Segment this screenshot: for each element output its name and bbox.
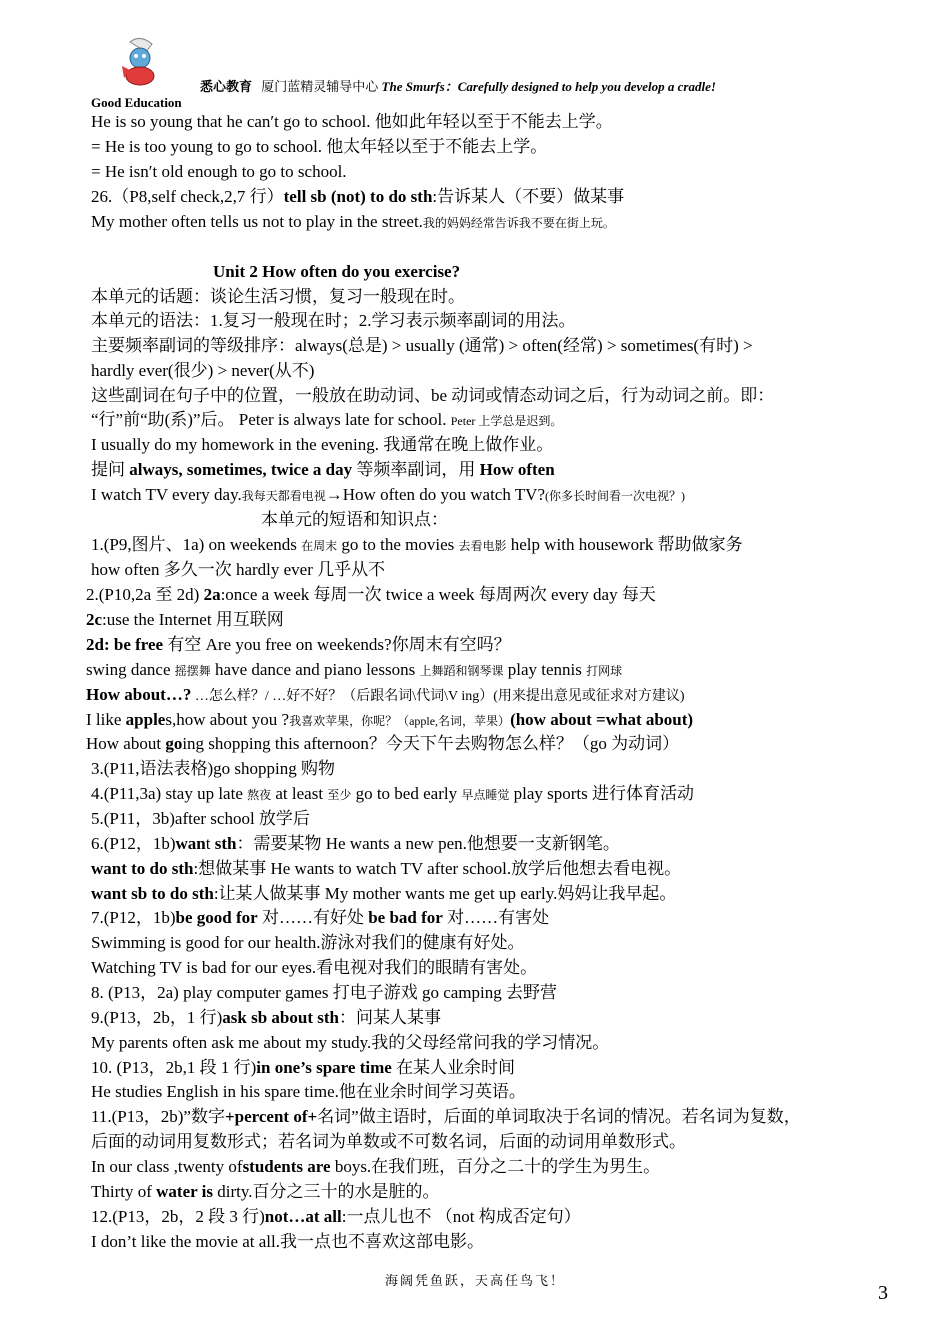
- text-line: [91, 1157, 660, 1177]
- text-line: how often 多久一次 hardly ever 几乎从不: [91, 560, 386, 579]
- text-line: [91, 859, 681, 879]
- text-span: ing shopping this afternoon？今天下午去购物怎么样？（go 为动词）: [182, 734, 680, 753]
- text-span: tell sb (not) to do sth: [283, 187, 433, 206]
- text-line: I usually do my homework in the evening. 我通常在晚上做作业。: [91, 435, 554, 454]
- text-span: 1.(P9,图片、1a) on weekends: [91, 535, 302, 554]
- text-span: play tennis: [503, 660, 587, 679]
- text-line: [91, 884, 676, 904]
- text-line: [91, 410, 562, 431]
- text-line: [91, 908, 549, 928]
- text-span: students are: [242, 1157, 331, 1176]
- text-span: 26.（P8,self check,2,7 行）: [91, 187, 284, 206]
- text-span: …怎么样？/ …好不好？（后跟名词\代词\V ing）(用来提出意见或征求对方建议): [191, 689, 685, 704]
- text-line: [91, 1008, 441, 1028]
- text-line: [91, 784, 694, 805]
- text-span: :想做某事 He wants to watch TV after school.放学后他想去看电视。: [193, 859, 682, 878]
- text-span: want to do sth: [91, 859, 194, 878]
- text-span: I watch TV every day.: [91, 485, 242, 504]
- text-span: ask sb about sth: [222, 1008, 339, 1027]
- text-span: in one’s spare time: [256, 1058, 392, 1077]
- text-line: = He isn′t old enough to go to school.: [91, 162, 347, 181]
- text-span: 名词”做主语时，后面的单词取决于名词的情况。若名词为复数，: [317, 1107, 801, 1126]
- text-span: :一点儿也不 （not 构成否定句）: [341, 1207, 581, 1226]
- text-line: Watching TV is bad for our eyes.看电视对我们的眼睛有害处。: [91, 958, 538, 977]
- smurf-logo-icon: [116, 36, 164, 88]
- text-span: My mother often tells us not to play in the street.: [91, 212, 423, 231]
- text-span: t: [205, 834, 215, 853]
- text-span: 9.(P13，2b，1 行): [91, 1008, 223, 1027]
- text-span: 我的妈妈经常告诉我不要在街上玩。: [422, 216, 615, 230]
- text-line: 后面的动词用复数形式；若名词为单数或不可数名词，后面的动词用单数形式。: [91, 1132, 686, 1151]
- text-line: [86, 685, 685, 707]
- text-line: [91, 1058, 515, 1078]
- text-span: 打网球: [586, 664, 623, 678]
- text-span: dirty.百分之三十的水是脏的。: [212, 1182, 440, 1201]
- text-span: Thirty of: [91, 1182, 157, 1201]
- text-span: ：需要某物 He wants a new pen.他想要一支新钢笔。: [236, 834, 620, 853]
- text-span: 上舞蹈和钢琴课: [419, 664, 504, 678]
- page-header: [200, 76, 716, 95]
- text-line: [91, 1207, 581, 1227]
- text-span: How about…?: [86, 685, 192, 704]
- text-span: help with housework 帮助做家务: [506, 535, 743, 554]
- text-span: How about: [86, 734, 166, 753]
- text-span: 7.(P12，1b): [91, 908, 176, 927]
- text-span: swing dance: [86, 660, 175, 679]
- text-span: water is: [156, 1182, 213, 1201]
- text-span: go: [165, 734, 183, 753]
- text-span: How often: [479, 460, 555, 479]
- text-line: [86, 585, 656, 605]
- text-span: :让某人做某事 My mother wants me get up early.妈妈让我早起。: [213, 884, 677, 903]
- text-span: 2c: [86, 610, 103, 629]
- text-span: 在某人业余时间: [391, 1058, 516, 1077]
- page-number: 3: [878, 1282, 888, 1304]
- text-span: ：问某人某事: [338, 1008, 441, 1027]
- text-line: [91, 1182, 439, 1202]
- text-span: 2d: be free: [86, 635, 164, 654]
- text-span: 早点睡觉: [461, 788, 510, 802]
- text-line: [86, 610, 284, 630]
- text-line: I don’t like the movie at all.我一点也不喜欢这部电影。: [91, 1232, 484, 1251]
- text-span: 2a: [203, 585, 221, 604]
- text-span: (how about =what about): [510, 710, 694, 729]
- text-line: 本单元的短语和知识点：: [261, 510, 448, 529]
- text-span: →How often do you watch TV?: [325, 485, 545, 504]
- text-span: boys.在我们班，百分之二十的学生为男生。: [330, 1157, 661, 1176]
- text-span: want sb to do sth: [91, 884, 214, 903]
- text-span: 摇摆舞: [174, 664, 211, 678]
- header-good-education: Good Education: [91, 95, 182, 110]
- text-line: 本单元的语法：1.复习一般现在时；2.学习表示频率副词的用法。: [91, 311, 576, 330]
- text-line: [86, 635, 511, 655]
- text-span: 去看电影: [458, 539, 507, 553]
- text-line: 3.(P11,语法表格)go shopping 购物: [91, 759, 335, 778]
- text-span: (你多长时间看一次电视？): [545, 489, 685, 503]
- text-span: always, sometimes, twice a day: [129, 460, 353, 479]
- text-span: be good for: [175, 908, 258, 927]
- text-span: 有空 Are you free on weekends?你周末有空吗？: [163, 635, 511, 654]
- text-span: go to bed early: [351, 784, 462, 803]
- text-line: [91, 1107, 801, 1127]
- header-slogan: The Smurfs：Carefully designed to help you develop a cradle!: [381, 79, 716, 94]
- text-span: In our class ,twenty of: [91, 1157, 243, 1176]
- text-line: = He is too young to go to school. 他太年轻以至于不能去上学。: [91, 137, 548, 156]
- text-line: He studies English in his spare time.他在业余时间学习英语。: [91, 1082, 526, 1101]
- text-span: 10. (P13，2b,1 段 1 行): [91, 1058, 257, 1077]
- text-span: 12.(P13，2b，2 段 3 行): [91, 1207, 265, 1226]
- header-center: 厦门蓝精灵辅导中心: [261, 79, 379, 94]
- text-span: not…at all: [264, 1207, 342, 1226]
- text-line: [86, 710, 693, 731]
- text-span: :告诉某人（不要）做某事: [432, 187, 625, 206]
- text-span: s,how about you ?: [165, 710, 290, 729]
- text-line: 主要频率副词的等级排序：always(总是) > usually (通常) > often(经常) > sometimes(有时) >: [91, 336, 753, 355]
- text-line: My parents often ask me about my study.我的父母经常问我的学习情况。: [91, 1033, 610, 1052]
- text-span: sth: [214, 834, 237, 853]
- text-span: Peter 上学总是迟到。: [450, 414, 563, 428]
- footer-motto: 海阔凭鱼跃，天高任鸟飞！: [384, 1273, 565, 1288]
- text-span: go to the movies: [337, 535, 459, 554]
- text-line: 5.(P11，3b)after school 放学后: [91, 809, 310, 828]
- text-line: [91, 460, 555, 480]
- text-span: :use the Internet 用互联网: [102, 610, 284, 629]
- text-line: Swimming is good for our health.游泳对我们的健康有好处。: [91, 933, 525, 952]
- text-span: 我每天都看电视: [241, 489, 326, 503]
- text-span: 熬夜: [247, 788, 272, 802]
- text-span: 2.(P10,2a 至 2d): [86, 585, 204, 604]
- text-span: be bad for: [368, 908, 443, 927]
- text-span: 6.(P12，1b): [91, 834, 176, 853]
- text-span: at least: [271, 784, 328, 803]
- text-line: 本单元的话题：谈论生活习惯，复习一般现在时。: [91, 287, 465, 306]
- text-span: 4.(P11,3a) stay up late: [91, 784, 248, 803]
- text-line: [91, 535, 743, 556]
- text-line: [91, 187, 624, 207]
- text-span: apple: [125, 710, 166, 729]
- text-line: [91, 485, 685, 506]
- text-line: hardly ever(很少) > never(从不): [91, 361, 315, 380]
- text-span: I like: [86, 710, 126, 729]
- text-line: 这些副词在句子中的位置，一般放在助动词、be 动词或情态动词之后，行为动词之前。即：: [91, 386, 775, 405]
- text-span: “行”前“助(系)”后。 Peter is always late for school.: [91, 410, 451, 429]
- text-span: +percent of+: [224, 1107, 318, 1126]
- text-span: wan: [175, 834, 206, 853]
- text-span: 11.(P13，2b)”数字: [91, 1107, 225, 1126]
- text-line: [86, 660, 622, 681]
- text-line: [91, 212, 615, 233]
- unit-title: Unit 2 How often do you exercise?: [213, 262, 461, 281]
- text-line: He is so young that he can′t go to school. 他如此年轻以至于不能去上学。: [91, 112, 613, 131]
- text-span: 等频率副词，用: [352, 460, 480, 479]
- text-span: play sports 进行体育活动: [509, 784, 694, 803]
- text-span: 至少: [327, 788, 352, 802]
- text-span: 在周末: [301, 539, 338, 553]
- text-span: 对……有害处: [442, 908, 550, 927]
- text-line: 8. (P13，2a) play computer games 打电子游戏 go camping 去野营: [91, 983, 558, 1002]
- text-span: have dance and piano lessons: [210, 660, 420, 679]
- text-span: 我喜欢苹果，你呢？（apple,名词，苹果）: [289, 714, 511, 728]
- header-org: 悉心教育: [200, 79, 253, 94]
- text-span: 对……有好处: [257, 908, 369, 927]
- text-line: [86, 734, 679, 754]
- text-line: [91, 834, 620, 854]
- text-span: 提问: [91, 460, 130, 479]
- text-span: :once a week 每周一次 twice a week 每周两次 every day 每天: [220, 585, 656, 604]
